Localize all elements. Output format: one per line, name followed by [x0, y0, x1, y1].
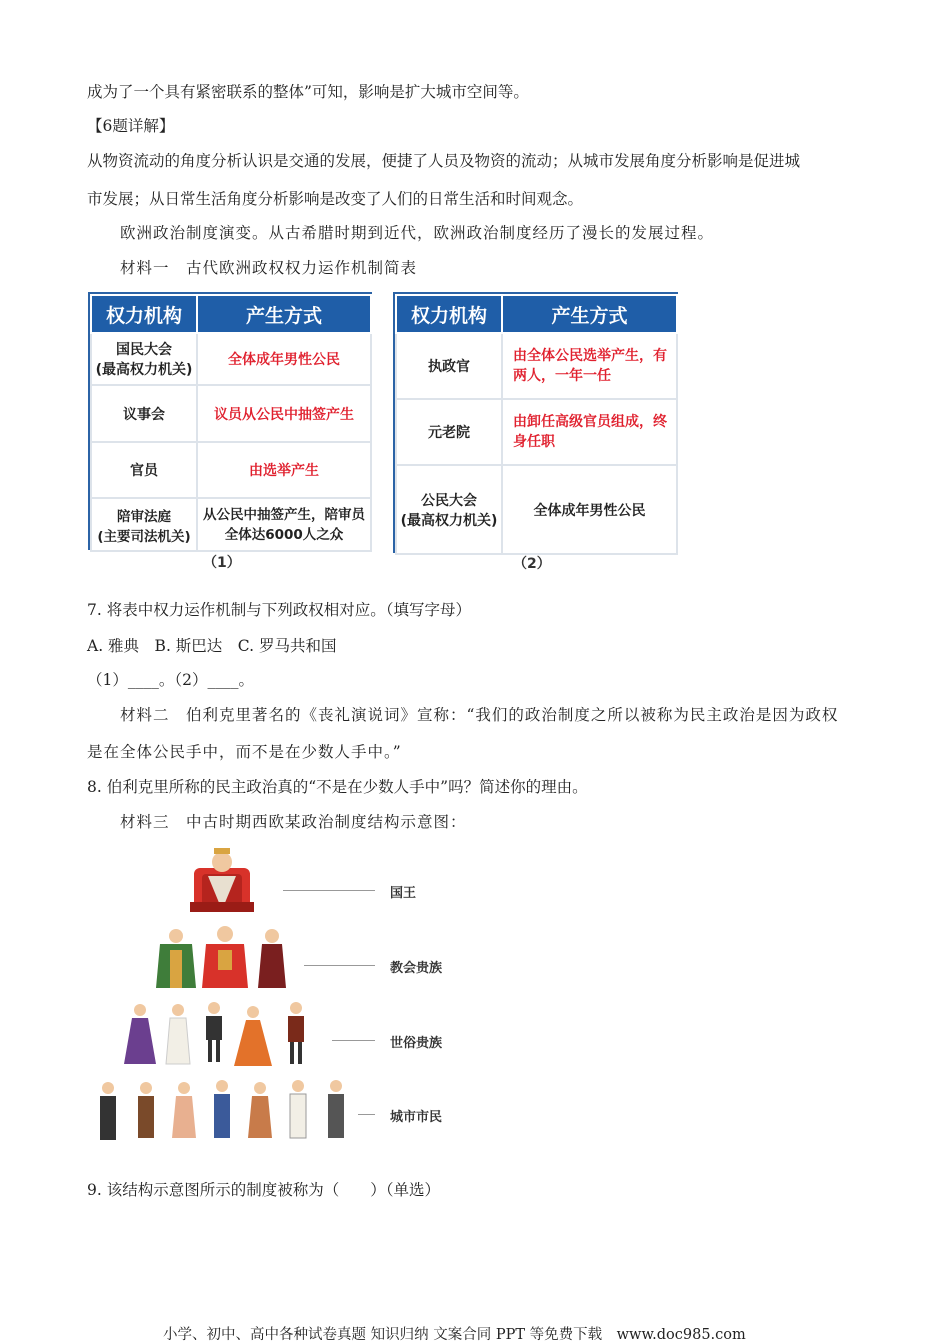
table-caption: （2） [513, 556, 551, 572]
question-9: 9. 该结构示意图所示的制度被称为（ ）（单选） [87, 1181, 440, 1199]
table-cell-org: 议事会 [91, 385, 197, 442]
king-figure [190, 848, 254, 912]
question-7-blanks: （1）____。（2）____。 [87, 671, 254, 689]
table-cell-org: 国民大会 (最高权力机关) [91, 333, 197, 385]
table-cell-org: 元老院 [396, 399, 502, 465]
text-line: 市发展；从日常生活角度分析影响是改变了人们的日常生活和时间观念。 [87, 190, 584, 208]
table-cell-method: 由选举产生 [197, 442, 371, 498]
table-caption: （1） [203, 555, 241, 571]
connector-line [304, 965, 375, 966]
table-header: 权力机构 [91, 295, 197, 333]
table-cell-org: 陪审法庭 (主要司法机关) [91, 498, 197, 551]
table-cell-method: 由卸任高级官员组成，终身任职 [502, 399, 677, 465]
question-7-options: A. 雅典 B. 斯巴达 C. 罗马共和国 [87, 637, 337, 655]
table-cell-method: 全体成年男性公民 [502, 465, 677, 554]
table-cell-org: 执政官 [396, 333, 502, 399]
intro-line: 欧洲政治制度演变。从古希腊时期到近代，欧洲政治制度经历了漫长的发展过程。 [120, 224, 715, 242]
label-clergy: 教会贵族 [390, 961, 443, 976]
nobility-figures [124, 1002, 304, 1066]
table-cell-method: 由全体公民选举产生，有两人，一年一任 [502, 333, 677, 399]
table-cell-method: 议员从公民中抽签产生 [197, 385, 371, 442]
question-8: 8. 伯利克里所称的民主政治真的“不是在少数人手中”吗？简述你的理由。 [87, 778, 588, 796]
citizen-figures [100, 1080, 344, 1140]
text-line: 从物资流动的角度分析认识是交通的发展，便捷了人员及物资的流动；从城市发展角度分析影响是促进城 [87, 152, 801, 170]
table-1 [88, 292, 372, 550]
text-line: 成为了一个具有紧密联系的整体”可知，影响是扩大城市空间等。 [87, 83, 529, 101]
table-cell-method: 从公民中抽签产生，陪审员全体达6000人之众 [197, 498, 371, 551]
label-king: 国王 [390, 886, 417, 901]
table-cell-org: 官员 [91, 442, 197, 498]
table-header: 权力机构 [396, 295, 502, 333]
table-header: 产生方式 [502, 295, 677, 333]
feudal-pyramid-illustration [90, 840, 370, 1150]
connector-line [358, 1114, 375, 1115]
question-7: 7. 将表中权力运作机制与下列政权相对应。（填写字母） [87, 601, 471, 619]
material-two: 材料二 伯利克里著名的《丧礼演说词》宣称：“我们的政治制度之所以被称为民主政治是因为政权 [120, 706, 839, 724]
table-cell-org: 公民大会 (最高权力机关) [396, 465, 502, 554]
label-nobility: 世俗贵族 [390, 1036, 443, 1051]
table-cell-method: 全体成年男性公民 [197, 333, 371, 385]
connector-line [332, 1040, 375, 1041]
connector-line [283, 890, 375, 891]
clergy-figures [156, 926, 286, 988]
table-2 [393, 292, 678, 553]
table-header: 产生方式 [197, 295, 371, 333]
section-heading: 【6题详解】 [87, 117, 175, 135]
material-two-cont: 是在全体公民手中，而不是在少数人手中。” [87, 743, 402, 761]
footer-ad: 小学、初中、高中各种试卷真题 知识归纳 文案合同 PPT 等免费下载 www.doc985.com [163, 1327, 746, 1343]
material-three-title: 材料三 中古时期西欧某政治制度结构示意图： [120, 813, 467, 831]
material-one-title: 材料一 古代欧洲政权权力运作机制简表 [120, 259, 418, 277]
label-citizens: 城市市民 [390, 1110, 443, 1125]
